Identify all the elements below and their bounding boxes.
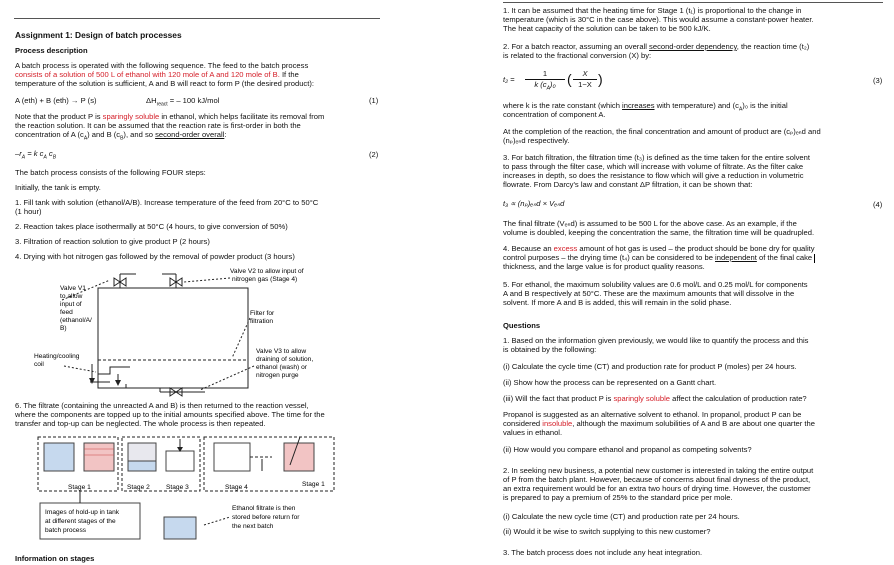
p1-line2-rest: If the (279, 70, 299, 79)
second-order-dependency: second-order dependency (649, 42, 737, 51)
stage1-hot-tank (84, 443, 114, 471)
n2-line2: is related to the fractional conversion (X) by: (503, 51, 652, 60)
n3b-line1: The final filtrate (Vₑₙd) is assumed to be 500 L for the above case. As an example, if the (503, 219, 797, 228)
step4: 4. Drying with hot nitrogen gas followed by the removal of powder product (3 hours) (15, 252, 295, 261)
right-header-rule (503, 2, 883, 3)
sparingly-soluble-highlight: sparingly soluble (102, 112, 160, 121)
q1-ii: (ii) Show how the process can be represented on a Gantt chart. (503, 378, 717, 387)
n5-line2: A and B respectively at 50°C. These are the maximum amounts that will dissolve in the (503, 289, 795, 298)
coil-label-2: coil (34, 361, 44, 368)
v1-label-1: Valve V1 (60, 285, 86, 292)
process-heading: Process description (15, 46, 88, 55)
stage1b-label: Stage 1 (302, 481, 325, 488)
page-gutter (390, 0, 495, 565)
n3-line2: to pass through the filter case, which will increase with volume of filtrate. As the filter cake (503, 162, 804, 171)
eq3-number: (3) (873, 76, 883, 85)
q1p-l2b: , although the maximum solubilities of A and B are about one quarter the (572, 419, 815, 428)
feed-spec-highlight: consists of a solution of 500 L of ethanol with 120 mole of A and 120 mole of B. (15, 70, 280, 79)
coil-arrowhead (89, 378, 95, 384)
n5-line3: solvent. If more A and B is added, this will remain in the solid phase. (503, 298, 732, 307)
n2c-line1: At the completion of the reaction, the final concentration and amount of product are (cₚ)ₑₙd and (503, 127, 821, 136)
second-order-underline: second-order overall (155, 130, 225, 139)
eq1-number: (1) (369, 96, 379, 105)
filtrate-line3: the next batch (232, 523, 274, 530)
holdup-line1: Images of hold-up in tank (45, 509, 120, 516)
step3: 3. Filtration of reaction solution to give product P (2 hours) (15, 237, 210, 246)
p2-line3: concentration of A $(c_A)$ and B $(c_B)$, and so second-order overall: (15, 130, 227, 142)
filtrate-line2: stored before return for (232, 514, 300, 521)
eq3-den1a: k (c (534, 80, 547, 89)
n2-l1a: 2. For a batch reactor, assuming an overall (503, 42, 650, 51)
eq4-number: (4) (873, 200, 883, 209)
n1-line1: 1. It can be assumed that the heating time for Stage 1 (t₁) is proportional to the change in (503, 6, 802, 15)
filtrate-tank (164, 517, 196, 539)
p2-l3b: ) and B (c (87, 130, 121, 139)
q3: 3. The batch process does not include any heat integration. (503, 548, 703, 557)
q1-line1: 1. Based on the information given previously, we would like to quantify the process and this (503, 336, 809, 345)
p2-l1b: in ethanol, which helps facilitate its removal from (159, 112, 325, 121)
filter-label-2: filtration (250, 318, 274, 325)
q1-i: (i) Calculate the cycle time (CT) and production rate for product P (moles) per 24 hours. (503, 362, 797, 371)
filter-label-1: Filter for (250, 310, 275, 317)
eq3-den1b: )₀ (549, 80, 556, 89)
q1-iv: (ii) How would you compare ethanol and propanol as competing solvents? (503, 445, 752, 454)
n2c-line2: (nₚ)ₑₙd respectively. (503, 136, 570, 145)
p2-line2: the reaction solution. It can be assumed that the reaction rate is first-order in both the (15, 121, 301, 130)
tank-empty: Initially, the tank is empty. (15, 183, 101, 192)
v1-label-5: (ethanol/A/ (60, 317, 92, 324)
eq3-numerator1: 1 (542, 69, 548, 78)
increases-underline: increases (622, 101, 655, 110)
step6-line2: where the components are topped up to the initial amounts specified above. The time for the (15, 410, 325, 419)
v2-label-1: Valve V2 to allow input of (230, 268, 304, 275)
eq2-lhs: –r (15, 149, 22, 158)
q1-iii (503, 394, 807, 403)
v3-label-3: ethanol (wash) or (256, 364, 307, 371)
n5-line1: 5. For ethanol, the maximum solubility values are 0.6 mol/L and 0.25 mol/L for components (503, 280, 808, 289)
filtrate-line1: Ethanol filtrate is then (232, 505, 296, 512)
q1-line2: is obtained by the following: (503, 345, 597, 354)
v1-label-3: input of (60, 301, 82, 308)
q2-ii: (ii) Would it be wise to switch supplying to this new customer? (503, 527, 711, 536)
eq1-enthalpy (146, 96, 219, 110)
stage2-liquid (128, 461, 156, 471)
p2-l3a: concentration of A (c (15, 130, 84, 139)
n3-line3: increases in depth, so does the resistance to flow which will give a reduction in volumetric (503, 171, 804, 180)
eq1-sub: react (156, 101, 168, 108)
q1p-line2 (503, 419, 815, 428)
stage3-tank (166, 451, 194, 471)
holdup-line3: batch process (45, 527, 87, 534)
q1p-line3: values in ethanol. (503, 428, 563, 437)
eq3-denominator2: 1−X (578, 80, 592, 89)
steps-intro: The batch process consists of the following FOUR steps: (15, 168, 206, 177)
q1-iii-b: affect the calculation of production rate? (670, 394, 807, 403)
eq3-paren-open: ( (567, 71, 572, 87)
info-heading: Information on stages (15, 554, 95, 563)
eq3-lhs: t₂ = (503, 75, 515, 84)
q1p-line1: Propanol is suggested as an alternative solvent to ethanol. In propanol, product P can be (503, 410, 802, 419)
stage3-label: Stage 3 (166, 484, 189, 491)
stage4-tank (214, 443, 250, 471)
q2-i: (i) Calculate the new cycle time (CT) and production rate per 24 hours. (503, 512, 740, 521)
n1-line2: temperature (which is 30°C in the case above). This would assume a constant-power heater. (503, 15, 814, 24)
q2-line1: 2. In seeking new business, a potential new customer is interested in taking the entire output (503, 466, 814, 475)
q2-line2: of P from the batch plant. However, because of concerns about final dryness of the product, (503, 475, 811, 484)
stages-diagram (0, 433, 390, 543)
p1-line3: temperature of the solution is sufficient, A and B will react to form P (the desired product): (15, 79, 314, 88)
n2b-line1: where k is the rate constant (which increases with temperature) and $(c_A)_0$ is the initial (503, 101, 788, 113)
eq2-number: (2) (369, 150, 379, 159)
p1-line1: A batch process is operated with the following sequence. The feed to the batch process (15, 61, 309, 70)
n2b-l1a: where k is the rate constant (which (503, 101, 623, 110)
step1-line1: 1. Fill tank with solution (ethanol/A/B). Increase temperature of the feed from 20°C to 50°C (15, 198, 319, 207)
eq1-dh: ΔH (146, 96, 157, 105)
v3-leader (200, 366, 254, 390)
n3b-line2: volume is doubled, keeping the concentration the same, the filtration time will be quadrupled. (503, 228, 815, 237)
stage1-label: Stage 1 (68, 484, 91, 491)
q1-iii-a: (iii) Will the fact that product P is (503, 394, 614, 403)
n2-line1 (503, 42, 809, 51)
p2-l1a: Note that the product P is (15, 112, 103, 121)
q1p-l2a: considered (503, 419, 543, 428)
step6-line3: transfer and top-up can be neglected. The whole process is then repeated. (15, 419, 266, 428)
stage1-tank (44, 443, 74, 471)
coil-line (98, 367, 130, 374)
n4-l2b: of the final cake (756, 253, 813, 262)
v1-label-4: feed (60, 309, 73, 316)
insoluble-highlight: insoluble (542, 419, 573, 428)
n2-l1b: , the reaction time (t₂) (736, 42, 810, 51)
filter-leader (232, 318, 250, 358)
stage2-label: Stage 2 (127, 484, 150, 491)
v3-label-2: draining of solution, (256, 356, 314, 363)
q2-line4: is prepared to pay a premium of 25% to the standard price per mole. (503, 493, 733, 502)
step2: 2. Reaction takes place isothermally at 50°C (4 hours, to give conversion of 50%) (15, 222, 288, 231)
excess-highlight: excess (553, 244, 578, 253)
n2b-line2: concentration of component A. (503, 110, 606, 119)
v1-label-6: B) (60, 325, 67, 332)
eq2-rhs: = k c (25, 149, 44, 158)
p2-l3c: ), and so (123, 130, 156, 139)
stage4-label: Stage 4 (225, 484, 248, 491)
eq1-value: = – 100 kJ/mol (167, 96, 220, 105)
n4-l1b: amount of hot gas is used – the product should be bone dry for quality (577, 244, 815, 253)
header-rule (14, 18, 380, 19)
eq4: t₃ ∝ (nₚ)ₑₙd × Vₑₙd (503, 199, 565, 208)
eq3-denominator1: k $(c_A)_0$ (534, 80, 556, 92)
step1-line2: (1 hour) (15, 207, 42, 216)
coil-label-1: Heating/cooling (34, 353, 80, 360)
n2b-l1b: with temperature) and (c (654, 101, 739, 110)
right-page (495, 0, 894, 565)
v3-label-4: nitrogen purge (256, 372, 299, 379)
drain-arrowhead (115, 380, 121, 386)
v1-label-2: to allow (60, 293, 83, 300)
p2-l3d: : (224, 130, 227, 139)
eq3-numerator2: X (582, 69, 588, 78)
n1-line3: The heat capacity of the solution can be taken to be 500 kJ/K. (503, 24, 711, 33)
n4-l2a: control purposes – the drying time (t₄) can be considered to be (503, 253, 716, 262)
text-cursor (814, 254, 815, 263)
n4-line1 (503, 244, 815, 253)
v2-leader (184, 278, 230, 282)
process-diagram (0, 262, 390, 402)
eq2-rate: $-r_A = k$ $c_A$ $c_B$ (15, 149, 57, 161)
assignment-title: Assignment 1: Design of batch processes (15, 30, 182, 40)
filtrate-leader (204, 517, 230, 525)
independent-underline: independent (715, 253, 757, 262)
q2-line3: an extra requirement would be for an extra two hours of drying time. However, the customer (503, 484, 811, 493)
n2b-l1c: )₀ is the initial (742, 101, 788, 110)
step6-line1: 6. The filtrate (containing the unreacted A and B) is then returned to the reaction vessel, (15, 401, 309, 410)
n3-line1: 3. For batch filtration, the filtration time (t₃) is defined as the time taken for the entire solvent (503, 153, 810, 162)
eq3-paren-close: ) (598, 71, 603, 87)
holdup-line2: at different stages of the (45, 518, 116, 525)
p2-line1 (15, 112, 324, 121)
q1-sparingly-soluble: sparingly soluble (613, 394, 671, 403)
reaction-tank (98, 288, 248, 388)
v3-label-1: Valve V3 to allow (256, 348, 307, 355)
v2-label-2: nitrogen gas (Stage 4) (232, 276, 298, 283)
left-page (0, 0, 390, 565)
p1-line2 (15, 70, 299, 79)
n4-line3: thickness, and the large value is for product quality reasons. (503, 262, 705, 271)
stage1b-tank (284, 443, 314, 471)
eq1-reaction: A (eth) + B (eth) → P (s) (15, 96, 97, 105)
n4-l1a: 4. Because an (503, 244, 554, 253)
questions-heading: Questions (503, 321, 541, 330)
coil-leader (64, 366, 96, 372)
n3-line4: flowrate. From Darcy's law and constant ΔP filtration, it can be shown that: (503, 180, 753, 189)
